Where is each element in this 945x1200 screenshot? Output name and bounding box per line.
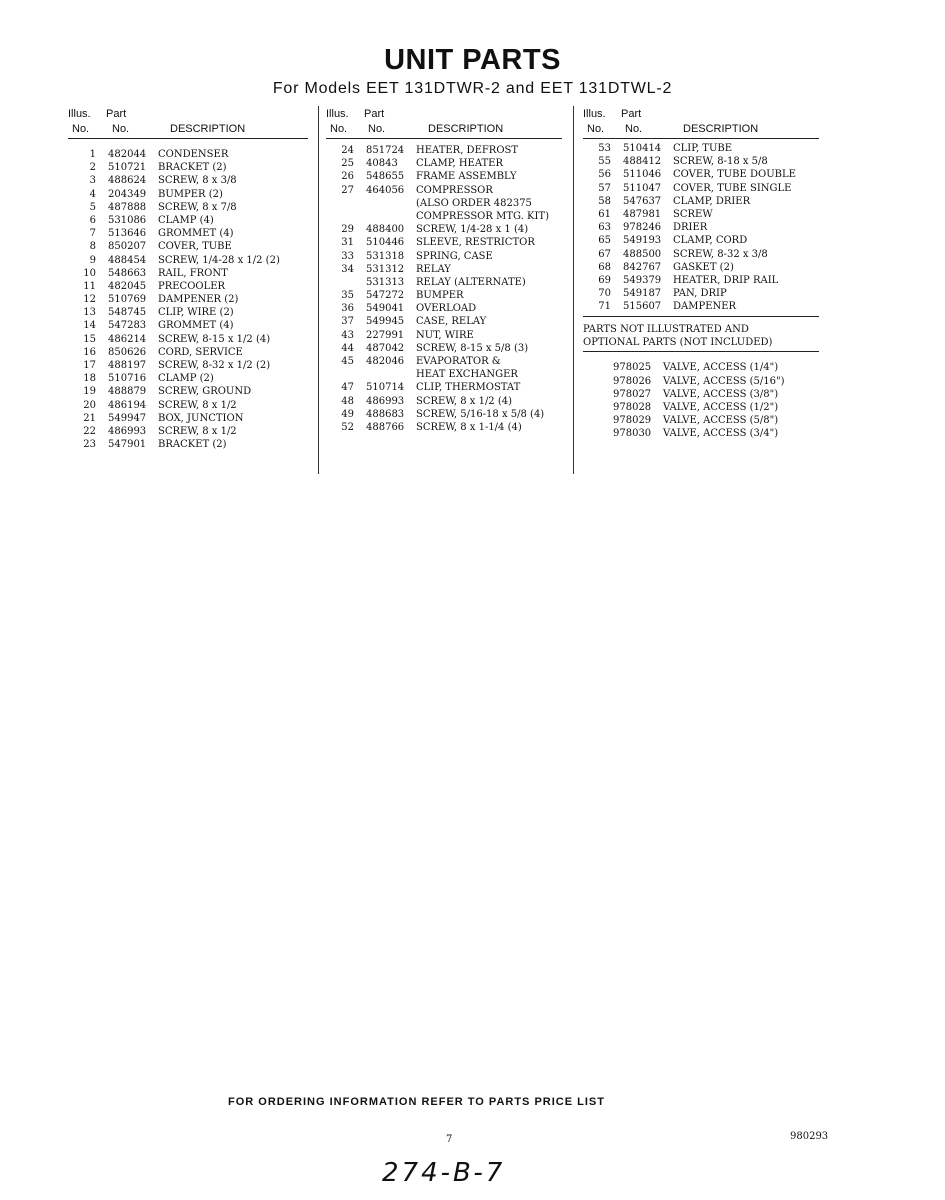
part-number: 978026 <box>613 375 652 387</box>
parts-row <box>583 209 819 222</box>
illus-number: 53 <box>598 143 611 154</box>
illus-number: 68 <box>598 261 611 273</box>
illus-number: 57 <box>598 182 611 194</box>
part-description: SCREW, 1/4-28 x 1 (4) <box>416 224 529 236</box>
illus-number: 55 <box>598 156 611 168</box>
parts-row <box>326 198 562 211</box>
parts-row <box>326 303 562 316</box>
part-description: BUMPER <box>416 290 464 302</box>
part-description: SCREW, 8 x 1-1/4 (4) <box>416 421 522 433</box>
illus-number: 70 <box>598 288 611 300</box>
part-number: 511047 <box>623 182 662 194</box>
parts-row <box>68 400 308 413</box>
parts-row <box>68 360 308 373</box>
illus-number: 27 <box>341 184 354 196</box>
parts-row <box>583 288 819 301</box>
illus-number: 37 <box>341 316 354 328</box>
parts-row <box>68 241 308 254</box>
part-description: VALVE, ACCESS (5/8") <box>663 415 779 427</box>
part-description: HEATER, DEFROST <box>416 145 519 156</box>
illus-number: 44 <box>341 342 354 354</box>
part-description: BOX, JUNCTION <box>158 412 244 424</box>
illus-number: 17 <box>83 360 96 371</box>
part-description: SCREW, 8-15 x 5/8 (3) <box>416 342 529 354</box>
part-description: COVER, TUBE SINGLE <box>673 182 792 194</box>
parts-row <box>326 158 562 171</box>
part-number: 487042 <box>366 342 405 354</box>
part-number: 547637 <box>623 195 662 207</box>
part-number: 464056 <box>366 184 405 196</box>
part-number: 850207 <box>108 241 147 253</box>
parts-row <box>68 215 308 228</box>
illus-number: 22 <box>83 425 96 437</box>
page-title: UNIT PARTS <box>384 44 561 76</box>
parts-row <box>583 249 819 262</box>
parts-row <box>326 369 562 382</box>
note-line-1: PARTS NOT ILLUSTRATED AND <box>583 324 749 336</box>
part-description: BUMPER (2) <box>158 188 223 200</box>
parts-row <box>583 156 819 169</box>
optional-part-row <box>583 362 819 375</box>
part-number: 531312 <box>366 263 405 275</box>
part-description: SCREW, 8-18 x 5/8 <box>673 156 768 168</box>
document-number: 980293 <box>790 1131 829 1142</box>
part-description: CLAMP (4) <box>158 214 214 226</box>
part-description: HEAT EXCHANGER <box>416 369 518 381</box>
illus-number: 19 <box>83 386 96 398</box>
illus-number: 12 <box>83 294 96 306</box>
parts-row <box>326 382 562 395</box>
parts-row <box>326 290 562 303</box>
parts-row <box>68 426 308 439</box>
illus-number: 11 <box>83 280 96 292</box>
part-description: CLAMP, CORD <box>673 235 748 247</box>
part-number: 488879 <box>108 386 147 398</box>
part-description: SLEEVE, RESTRICTOR <box>416 237 535 249</box>
part-description: VALVE, ACCESS (1/2") <box>663 402 779 413</box>
illus-number: 49 <box>341 408 354 420</box>
part-description: NUT, WIRE <box>416 329 474 341</box>
part-description: PRECOOLER <box>158 280 226 292</box>
illus-header: Illus. <box>326 108 349 120</box>
illus-number: 23 <box>83 439 96 451</box>
part-number: 488500 <box>623 248 662 260</box>
part-number: 548663 <box>108 267 147 279</box>
not-illustrated-note <box>583 317 819 349</box>
illus-number: 14 <box>83 320 96 332</box>
parts-row <box>68 294 308 307</box>
illus-number: 69 <box>598 274 611 286</box>
part-number: 548745 <box>108 307 147 319</box>
part-description: DAMPENER (2) <box>158 294 239 306</box>
part-number: 549947 <box>108 412 147 424</box>
illus-number: 67 <box>598 248 611 260</box>
illus-number: 43 <box>341 329 354 341</box>
parts-row <box>68 320 308 333</box>
part-description: FRAME ASSEMBLY <box>416 171 517 183</box>
optional-part-row <box>583 389 819 402</box>
part-description: RELAY <box>416 263 451 275</box>
parts-row <box>326 277 562 290</box>
part-number: 547901 <box>108 439 147 451</box>
illus-number: 16 <box>83 346 96 358</box>
part-number: 482046 <box>366 356 405 367</box>
parts-row <box>68 413 308 426</box>
illus-header: Illus. <box>68 108 91 120</box>
part-number: 511046 <box>623 169 662 181</box>
illus-number: 36 <box>341 303 354 315</box>
parts-column-3 <box>583 106 819 442</box>
part-number: 486214 <box>108 333 147 345</box>
part-header: Part <box>364 108 385 120</box>
page-subtitle: For Models EET 131DTWR-2 and EET 131DTWL-2 <box>272 80 673 97</box>
part-description: SPRING, CASE <box>416 250 493 262</box>
part-description: CLAMP, HEATER <box>416 158 504 170</box>
part-number: 40843 <box>366 158 398 170</box>
part-description: DRIER <box>673 222 708 234</box>
parts-row <box>326 185 562 198</box>
part-number: 510769 <box>108 294 147 306</box>
part-number: 488197 <box>108 360 147 371</box>
part-description: CORD, SERVICE <box>158 346 243 358</box>
parts-row <box>68 386 308 399</box>
part-number: 510446 <box>366 237 405 249</box>
parts-row <box>326 145 562 158</box>
parts-row <box>68 334 308 347</box>
description-header: DESCRIPTION <box>683 123 759 135</box>
illus-number: 21 <box>83 412 96 424</box>
optional-part-row <box>583 402 819 415</box>
part-number: 488454 <box>108 254 147 266</box>
part-number: 549187 <box>623 288 662 300</box>
illus-number: 4 <box>89 188 96 200</box>
part-number: 510721 <box>108 162 147 174</box>
parts-row <box>583 301 819 314</box>
illus-no-header: No. <box>72 123 90 135</box>
part-description: CLIP, TUBE <box>673 143 733 154</box>
column-header <box>583 106 819 139</box>
part-number: 549193 <box>623 235 662 247</box>
part-number: 510716 <box>108 373 147 385</box>
column-header <box>326 106 562 139</box>
parts-row <box>68 189 308 202</box>
part-description: SCREW, 8 x 1/2 (4) <box>416 395 513 407</box>
illus-number: 9 <box>89 254 96 266</box>
parts-row <box>68 162 308 175</box>
part-number: 510414 <box>623 143 662 154</box>
part-description: BRACKET (2) <box>158 162 227 174</box>
part-description: COMPRESSOR MTG. KIT) <box>416 210 549 222</box>
part-description: HEATER, DRIP RAIL <box>673 274 779 286</box>
parts-row <box>583 262 819 275</box>
illus-number: 58 <box>598 195 611 207</box>
part-description: SCREW, 8 x 7/8 <box>158 201 237 213</box>
part-number: 851724 <box>366 145 405 156</box>
parts-column-2 <box>326 106 562 435</box>
part-description: SCREW, 1/4-28 x 1/2 (2) <box>158 254 280 266</box>
illus-number: 45 <box>341 356 354 367</box>
part-description: SCREW <box>673 208 713 220</box>
part-number: 488683 <box>366 408 405 420</box>
part-number: 531318 <box>366 250 405 262</box>
illus-number: 52 <box>341 421 354 433</box>
parts-row <box>583 169 819 182</box>
illus-number: 6 <box>89 214 96 226</box>
parts-row <box>326 422 562 435</box>
part-number: 549379 <box>623 274 662 286</box>
part-description: OVERLOAD <box>416 303 477 315</box>
part-description: GROMMET (4) <box>158 320 234 332</box>
parts-row <box>68 149 308 162</box>
illus-number: 20 <box>83 399 96 411</box>
part-header: Part <box>106 108 127 120</box>
parts-row <box>68 175 308 188</box>
parts-row <box>68 347 308 360</box>
part-description: CLIP, WIRE (2) <box>158 307 234 319</box>
handwritten-note: 274-B-7 <box>382 1158 506 1188</box>
illus-number: 15 <box>83 333 96 345</box>
parts-row <box>68 307 308 320</box>
illus-number: 56 <box>598 169 611 181</box>
part-number: 531086 <box>108 214 147 226</box>
illus-number: 34 <box>341 263 354 275</box>
part-number: 482044 <box>108 149 147 160</box>
part-number: 978029 <box>613 415 652 427</box>
parts-row <box>326 211 562 224</box>
part-description: SCREW, 8 x 3/8 <box>158 175 237 187</box>
illus-number: 18 <box>83 373 96 385</box>
part-number: 486194 <box>108 399 147 411</box>
part-number: 515607 <box>623 301 662 313</box>
part-number: 487981 <box>623 208 662 220</box>
parts-row <box>326 224 562 237</box>
part-description: CLIP, THERMOSTAT <box>416 382 521 394</box>
part-number: 227991 <box>366 329 405 341</box>
parts-row <box>326 264 562 277</box>
part-description: GASKET (2) <box>673 261 734 273</box>
parts-row <box>68 281 308 294</box>
illus-number: 26 <box>341 171 354 183</box>
part-number: 549945 <box>366 316 405 328</box>
part-number: 488624 <box>108 175 147 187</box>
part-description: SCREW, 8 x 1/2 <box>158 399 237 411</box>
part-description: SCREW, 8-32 x 1/2 (2) <box>158 360 271 371</box>
part-header: Part <box>621 108 642 120</box>
part-number: 482045 <box>108 280 147 292</box>
part-number: 547283 <box>108 320 147 332</box>
part-number: 548655 <box>366 171 405 183</box>
parts-row <box>326 237 562 250</box>
illus-number: 25 <box>341 158 354 170</box>
parts-row <box>583 196 819 209</box>
part-description: VALVE, ACCESS (1/4") <box>663 362 779 374</box>
parts-row <box>326 251 562 264</box>
part-description: CASE, RELAY <box>416 316 487 328</box>
parts-row <box>326 343 562 356</box>
illus-number: 65 <box>598 235 611 247</box>
part-number: 978028 <box>613 402 652 413</box>
optional-part-row <box>583 415 819 428</box>
part-number: 978246 <box>623 222 662 234</box>
parts-row <box>583 235 819 248</box>
parts-row <box>68 228 308 241</box>
illus-number: 29 <box>341 224 354 236</box>
parts-row <box>68 439 308 452</box>
part-description: RELAY (ALTERNATE) <box>416 276 526 288</box>
illus-number: 1 <box>89 149 96 160</box>
parts-row <box>583 275 819 288</box>
illus-no-header: No. <box>330 123 348 135</box>
part-number: 486993 <box>366 395 405 407</box>
part-number: 204349 <box>108 188 147 200</box>
parts-row <box>68 268 308 281</box>
part-description: BRACKET (2) <box>158 439 227 451</box>
part-number: 978027 <box>613 388 652 400</box>
part-description: (ALSO ORDER 482375 <box>416 197 532 209</box>
part-no-header: No. <box>625 123 643 135</box>
illus-number: 7 <box>89 228 96 240</box>
illus-number: 5 <box>89 201 96 213</box>
illus-no-header: No. <box>587 123 605 135</box>
illus-number: 33 <box>341 250 354 262</box>
part-number: 549041 <box>366 303 405 315</box>
parts-row <box>326 409 562 422</box>
part-description: PAN, DRIP <box>673 288 727 300</box>
part-description: VALVE, ACCESS (3/4") <box>663 428 779 440</box>
illus-number: 48 <box>341 395 354 407</box>
column-divider <box>573 106 574 474</box>
illus-number: 10 <box>83 267 96 279</box>
illus-number: 71 <box>598 301 611 313</box>
parts-row <box>583 222 819 235</box>
part-description: COVER, TUBE <box>158 241 232 253</box>
parts-row <box>326 171 562 184</box>
part-number: 531313 <box>366 276 405 288</box>
part-number: 488400 <box>366 224 405 236</box>
ordering-info: FOR ORDERING INFORMATION REFER TO PARTS PRICE LIST <box>228 1096 605 1108</box>
part-description: COVER, TUBE DOUBLE <box>673 169 796 181</box>
note-line-2: OPTIONAL PARTS (NOT INCLUDED) <box>583 337 773 349</box>
part-description: SCREW, 8-15 x 1/2 (4) <box>158 333 271 345</box>
illus-number: 13 <box>83 307 96 319</box>
part-description: SCREW, 5/16-18 x 5/8 (4) <box>416 408 545 420</box>
parts-row <box>68 202 308 215</box>
parts-row <box>583 143 819 156</box>
part-number: 487888 <box>108 201 147 213</box>
part-number: 488412 <box>623 156 662 168</box>
description-header: DESCRIPTION <box>170 123 246 135</box>
part-description: CLAMP (2) <box>158 373 214 385</box>
illus-number: 35 <box>341 290 354 302</box>
parts-row <box>326 330 562 343</box>
part-description: DAMPENER <box>673 301 737 313</box>
parts-row <box>68 255 308 268</box>
illus-header: Illus. <box>583 108 606 120</box>
illus-number: 8 <box>89 241 96 253</box>
page-number: 7 <box>446 1134 453 1145</box>
optional-part-row <box>583 376 819 389</box>
part-number: 486993 <box>108 425 147 437</box>
illus-number: 61 <box>598 208 611 220</box>
optional-part-row <box>583 428 819 441</box>
illus-number: 47 <box>341 382 354 394</box>
part-number: 978030 <box>613 428 652 440</box>
parts-row <box>68 373 308 386</box>
part-description: VALVE, ACCESS (5/16") <box>663 375 785 387</box>
part-number: 978025 <box>613 362 652 374</box>
illus-number: 3 <box>89 175 96 187</box>
part-description: SCREW, 8-32 x 3/8 <box>673 248 768 260</box>
part-number: 510714 <box>366 382 405 394</box>
illus-number: 2 <box>89 162 96 174</box>
parts-row <box>326 396 562 409</box>
parts-row <box>326 356 562 369</box>
illus-number: 63 <box>598 222 611 234</box>
column-header <box>68 106 308 139</box>
part-description: VALVE, ACCESS (3/8") <box>663 388 779 400</box>
column-divider <box>318 106 319 474</box>
parts-row <box>583 183 819 196</box>
part-number: 547272 <box>366 290 405 302</box>
illus-number: 24 <box>341 145 354 156</box>
parts-column-1 <box>68 106 308 452</box>
part-number: 842767 <box>623 261 662 273</box>
part-number: 850626 <box>108 346 147 358</box>
part-description: GROMMET (4) <box>158 228 234 240</box>
part-description: RAIL, FRONT <box>158 267 228 279</box>
part-description: CONDENSER <box>158 149 229 160</box>
part-description: CLAMP, DRIER <box>673 195 751 207</box>
part-description: SCREW, GROUND <box>158 386 252 398</box>
part-number: 488766 <box>366 421 405 433</box>
part-no-header: No. <box>368 123 386 135</box>
illus-number: 31 <box>341 237 354 249</box>
part-no-header: No. <box>112 123 130 135</box>
part-number: 513646 <box>108 228 147 240</box>
part-description: SCREW, 8 x 1/2 <box>158 425 237 437</box>
part-description: COMPRESSOR <box>416 184 493 196</box>
description-header: DESCRIPTION <box>428 123 504 135</box>
parts-row <box>326 316 562 329</box>
part-description: EVAPORATOR & <box>416 356 501 367</box>
